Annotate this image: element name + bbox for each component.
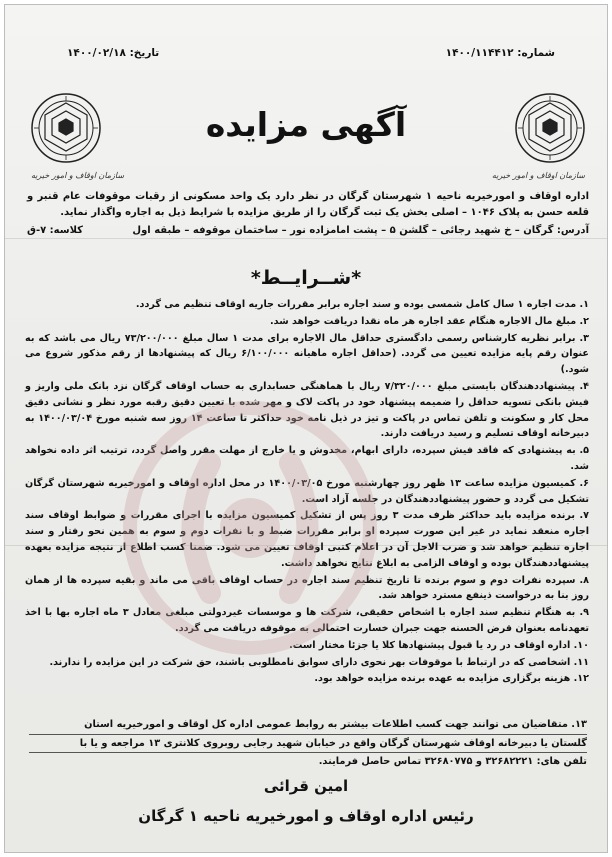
condition-item: ۶. کمیسیون مزایده ساعت ۱۳ ظهر روز چهارشنبه مورخ ۱۴۰۰/۰۳/۰۵ در محل اداره اوقاف و امورخیریه شهرستان گرگان تشکیل می گردد و حضور پیشنهاددهندگان در جلسه آزاد است. [25, 477, 590, 505]
notice-title: آگهی مزایده [205, 105, 407, 144]
letter-number [446, 47, 555, 59]
condition-item: ۵. به پیشنهادی که فاقد فیش سپرده، دارای ابهام، مخدوش و یا خارج از مهلت مقرر واصل گردد، ترتیب اثر داده نخواهد شد. [25, 445, 589, 472]
condition-item: ۷. برنده مزایده باید حداکثر ظرف مدت ۳ روز پس از تشکیل کمیسیون مزایده با اجرای مقررات و ضوابط اوقاف سند اجاره منعقد نماید در غیر این صورت سپرده او برابر مقررات ضبط و با نفرات دوم و سوم به همین نحو رفتار و سند اجاره تنظیم خواهد شد و ضرب الاجل آن در اعلام کتبی اوقاف تعیین می شود. ضمنا کسب اطلاع از نتیجه مزایده بعهده پیشنهاددهندگان بوده و اوقاف الزامی به ابلاغ نتایج نخواهد داشت. [25, 510, 589, 569]
logo-caption: سازمان اوقاف و امور خیریه [491, 171, 585, 180]
contact-line: ۱۳. متقاضیان می توانند جهت کسب اطلاعات بیشتر به روابط عمومی اداره کل اوقاف و امورخیریه استان [29, 717, 587, 735]
signatory-name: امین قرائی [263, 777, 349, 795]
intro-paragraph: اداره اوقاف و امورخیریه ناحیه ۱ شهرستان گرگان در نظر دارد یک واحد مسکونی از رقبات موقوفات عام قنبر و قلعه حسن به پلاک ۱۰۴۶ – اصلی بخش یک ثبت گرگان را از طریق مزایده با شرایط ذیل به اجاره واگذار نماید. [27, 191, 590, 218]
conditions-list [25, 297, 589, 688]
condition-item: ۱۱. اشخاصی که در ارتباط با موقوفات بهر نحوی دارای سوابق نامطلوبی باشند، حق شرکت در این مزایده را ندارند. [49, 656, 589, 668]
date-label: تاریخ: [129, 47, 160, 59]
address-row [27, 223, 589, 239]
address-text: آدرس: گرگان – خ شهید رجائی – گلشن ۵ – پشت امامزاده نور – ساختمان موقوفه – طبقه اول [132, 225, 589, 236]
signatory-title: رئیس اداره اوقاف و امورخیریه ناحیه ۱ گرگان [138, 807, 474, 825]
condition-item: ۱۲. هزینه برگزاری مزایده به عهده برنده مزایده خواهد بود. [314, 673, 589, 685]
contact-phones: تلفن های: ۳۲۶۸۲۲۲۱ و ۳۲۶۸۰۷۷۵ تماس حاصل فرمایند. [318, 756, 587, 767]
contact-line: گلستان یا دبیرخانه اوقاف شهرستان گرگان واقع در خیابان شهید رجایی روبروی کلانتری ۱۳ مراجعه و یا با [29, 736, 587, 754]
condition-item: ۹. به هنگام تنظیم سند اجاره با اشخاص حقیقی، شرکت ها و موسسات غیردولتی مبلغی معادل ۳ ماه اجاره بها با اخذ تعهدنامه بعنوان قرض الحسنه جهت جبران خسارت احتمالی به موقوفه دریافت می گردد. [25, 607, 590, 634]
condition-item: ۸. سپرده نفرات دوم و سوم برنده تا تاریخ تنظیم سند اجاره در حساب اوقاف باقی می ماند و بقیه سپرده ها از همان روز بنا به درخواست ذینفع مسترد خواهد شد. [25, 574, 589, 602]
logo-caption: سازمان اوقاف و امور خیریه [31, 171, 125, 180]
notice-document [4, 4, 608, 853]
condition-item: ۱. مدت اجاره ۱ سال کامل شمسی بوده و سند اجاره برابر مقررات جاریه اوقاف تنظیم می گردد. [135, 299, 589, 310]
awqaf-logo-icon [513, 91, 587, 165]
condition-item: ۳. برابر نظریه کارشناس رسمی دادگستری حداقل مال الاجاره برای مدت ۱ سال مبلغ ۷۳/۲۰۰/۰۰۰ ریال می باشد که به عنوان رقم پایه مزایده تعیین می گردد. (حداقل اجاره ماهیانه ۶/۱۰۰/۰۰۰ ریال که پیشنهادها از رقم مذکور شروع می شود.) [25, 332, 589, 376]
condition-item: ۲. مبلغ مال الاجاره هنگام عقد اجاره هر ماه نقدا دریافت خواهد شد. [270, 315, 589, 327]
condition-item: ۱۰. اداره اوقاف در رد یا قبول پیشنهادها کلا یا جزئا مختار است. [289, 639, 589, 651]
intro-section [27, 189, 589, 239]
awqaf-logo-icon [29, 91, 103, 165]
number-value: ۱۴۰۰/۱۱۴۴۱۲ [445, 47, 514, 59]
contact-section [29, 717, 587, 772]
date-value: ۱۴۰۰/۰۲/۱۸ [67, 47, 126, 59]
class-code: کلاسه: ۷-ق [27, 225, 83, 236]
number-label: شماره: [517, 47, 555, 59]
condition-item: ۴. پیشنهاددهندگان بایستی مبلغ ۷/۳۲۰/۰۰۰ ریال با هماهنگی حسابداری به حساب اوقاف گرگان نزد بانک ملی واریز و فیش بانکی تسویه حداقل را ضمیمه پیشنهاد خود در پاکت لاک و مهر شده با تعیین دقیق رقبه مورد نظر و نشانی دقیق محل کار و سکونت و تلفن تماس در پاکت و تیز در ذیل نامه خود حداکثر تا ساعت ۱۴ روز سه شنبه مورخ ۱۴۰۰/۰۳/۰۴ به دبیرخانه اوقاف تسلیم و رسید دریافت دارند. [25, 380, 589, 440]
letter-date [67, 47, 159, 59]
conditions-heading: *شــرایــط* [250, 267, 362, 289]
signature-block [5, 777, 607, 825]
